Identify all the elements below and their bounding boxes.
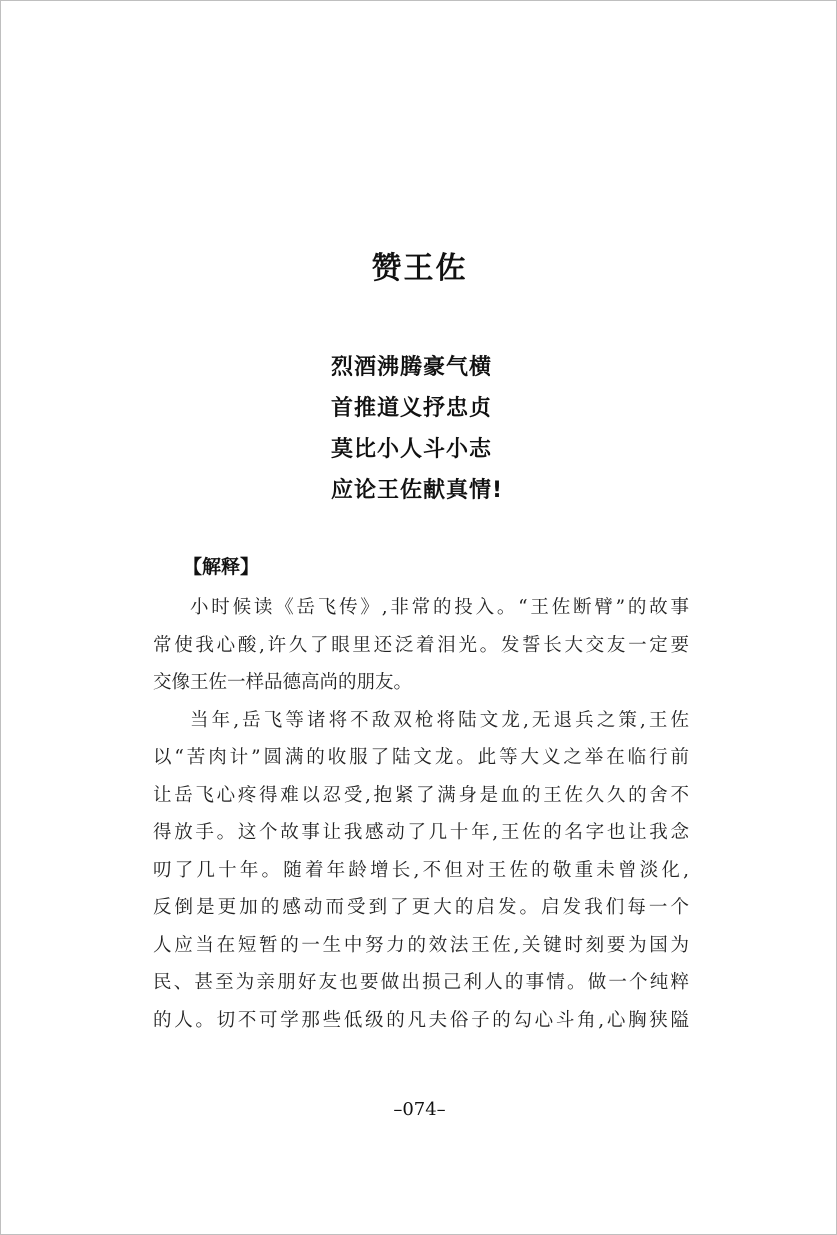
body-line: 民、甚至为亲朋好友也要做出损己利人的事情。做一个纯粹 bbox=[153, 972, 689, 993]
body-line: 常使我心酸,许久了眼里还泛着泪光。发誓长大交友一定要 bbox=[153, 634, 689, 656]
poem-line: 应论王佐献真情! bbox=[331, 478, 504, 503]
body-line: 当年,岳飞等诸将不敌双枪将陆文龙,无退兵之策,王佐 bbox=[190, 709, 689, 731]
explanation-heading: 【解释】 bbox=[183, 556, 260, 578]
poem bbox=[331, 347, 631, 511]
poem-line: 莫比小人斗小志 bbox=[331, 437, 493, 462]
body-line: 叨了几十年。随着年龄增长,不但对王佐的敬重未曾淡化, bbox=[153, 859, 689, 881]
body-line: 反倒是更加的感动而受到了更大的启发。启发我们每一个 bbox=[153, 897, 689, 918]
body-line: 小时候读《岳飞传》,非常的投入。“王佐断臂”的故事 bbox=[190, 597, 689, 618]
explanation-body bbox=[153, 589, 689, 1039]
page-title: 赞王佐 bbox=[371, 251, 468, 286]
body-line: 以“苦肉计”圆满的收服了陆文龙。此等大义之举在临行前 bbox=[153, 747, 689, 768]
body-line: 交像王佐一样品德高尚的朋友。 bbox=[153, 672, 413, 693]
body-line: 人应当在短暂的一生中努力的效法王佐,关键时刻要为国为 bbox=[153, 934, 689, 956]
page-number: –074– bbox=[393, 1099, 446, 1120]
poem-line: 烈酒沸腾豪气横 bbox=[331, 355, 493, 380]
body-line: 让岳飞心疼得难以忍受,抱紧了满身是血的王佐久久的舍不 bbox=[153, 784, 689, 806]
body-line: 的人。切不可学那些低级的凡夫俗子的勾心斗角,心胸狭隘 bbox=[153, 1009, 689, 1031]
body-line: 得放手。这个故事让我感动了几十年,王佐的名字也让我念 bbox=[153, 822, 689, 843]
poem-line: 首推道义抒忠贞 bbox=[331, 396, 493, 421]
